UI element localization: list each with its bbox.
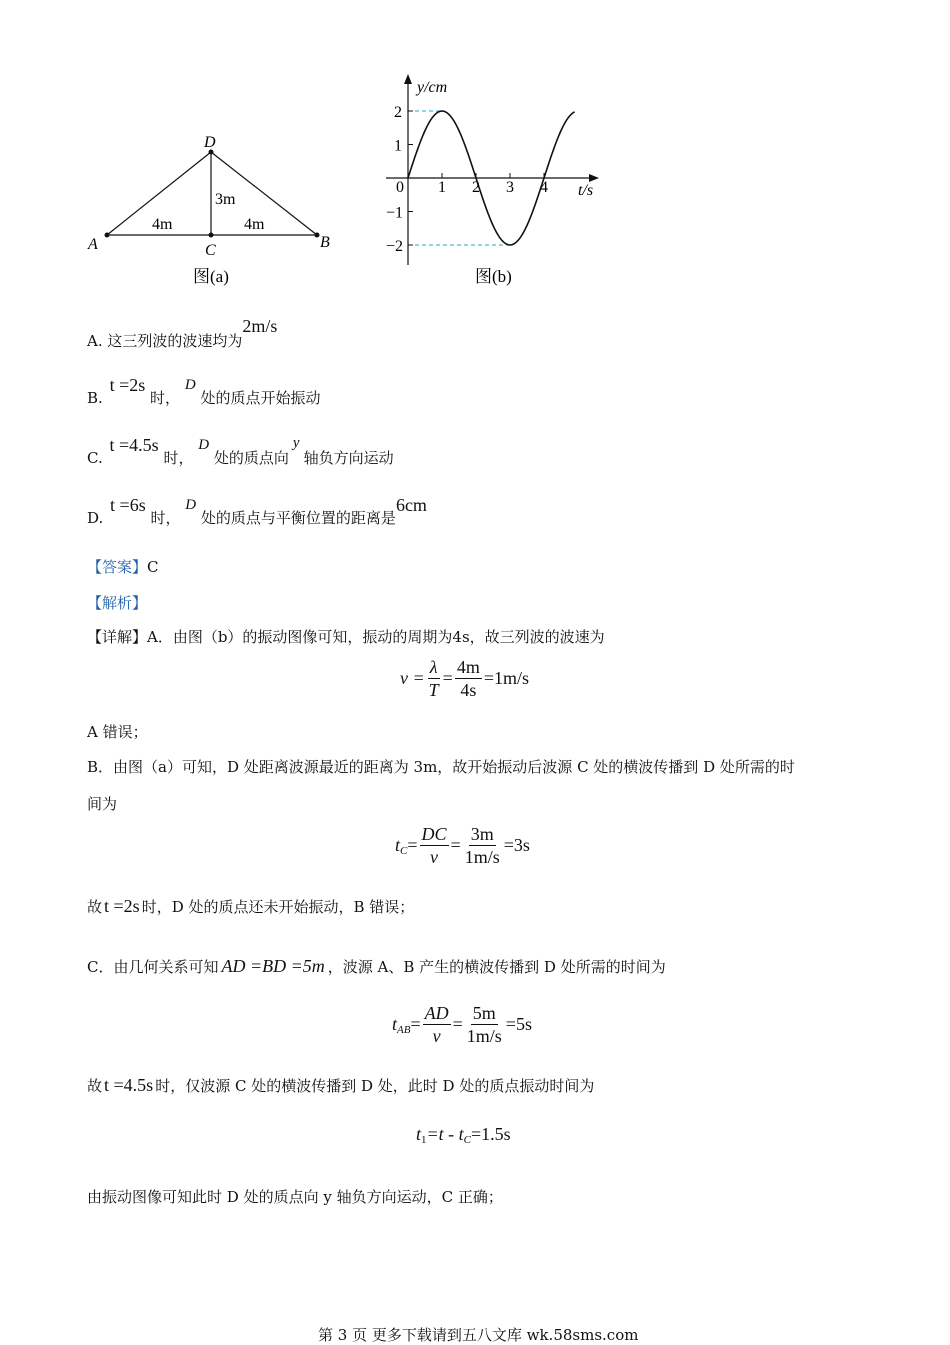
equation-2 [395, 823, 530, 868]
option-c-mid: 时， [163, 449, 194, 467]
option-a [87, 318, 277, 348]
option-a-text: A. 这三列波的波速均为 [87, 332, 243, 350]
c-result-post: 时，仅波源 C 处的横波传播到 D 处，此时 D 处的质点振动时间为 [155, 1077, 595, 1095]
eq2-n1: DC [421, 824, 447, 844]
eq2-eq: = [450, 835, 461, 855]
eq1-frac2 [455, 656, 482, 701]
analysis-label: 【解析】 [87, 594, 148, 612]
x-tick-label: 2 [472, 179, 480, 196]
detail-c-conclusion: 由振动图像可知此时 D 处的质点向 y 轴负方向运动，C 正确； [87, 1188, 503, 1206]
option-a-formula: 2m/s [242, 316, 278, 336]
caption-b: 图(b) [475, 267, 512, 286]
point-B [315, 233, 320, 238]
eq3-n1: AD [424, 1003, 449, 1023]
eq3-d1: v [432, 1026, 441, 1046]
x-axis-arrow [589, 174, 599, 182]
option-b [87, 375, 321, 407]
eq1-n2: 4m [456, 657, 480, 677]
option-d-var: D [185, 497, 197, 513]
eq1-d1: T [428, 680, 439, 700]
eq2-sub: C [400, 844, 408, 857]
equation-4 [416, 1124, 511, 1145]
option-d-value: 6cm [395, 495, 427, 515]
eq2-rhs: =3s [503, 835, 530, 855]
eq2-frac2 [463, 823, 502, 868]
x-axis-label: t/s [578, 182, 594, 199]
label-D: D [204, 134, 216, 151]
eq2-d1: v [430, 847, 439, 867]
eq1-rhs: =1m/s [483, 668, 529, 688]
eq3-eq0: = [410, 1014, 421, 1034]
detail-a-text: 【详解】A．由图（b）的振动图像可知，振动的周期为4s，故三列波的波速为 [87, 628, 605, 646]
option-d-label: D. [87, 509, 104, 527]
eq3-lhs: t [392, 1014, 398, 1034]
detail-b-text-2: 间为 [87, 795, 118, 813]
detail-c-text [87, 956, 666, 977]
equation-1 [400, 656, 529, 701]
eq3-frac1 [423, 1002, 451, 1047]
caption-a: 图(a) [193, 267, 229, 286]
c-text-formula: AD =BD =5m [221, 956, 325, 976]
option-d-mid: 时， [150, 509, 181, 527]
c-text-post: ，波源 A、B 产生的横波传播到 D 处所需的时间为 [327, 958, 666, 976]
eq3-n2: 5m [472, 1003, 496, 1023]
detail-a-wrong: A 错误； [87, 723, 148, 741]
c-text-pre: C．由几何关系可知 [87, 958, 219, 976]
answer-label: 【答案】 [87, 558, 148, 576]
eq2-n2: 3m [470, 824, 494, 844]
y-tick-label: −1 [386, 204, 404, 222]
option-c-label: C. [87, 449, 103, 467]
label-B: B [320, 234, 330, 251]
detail-c-result [87, 1075, 594, 1096]
eq2-frac1 [420, 823, 449, 868]
eq2-d2: 1m/s [464, 847, 500, 867]
option-d [87, 495, 427, 527]
option-d-formula: t =6s [110, 495, 146, 515]
c-result-pre: 故 [87, 1077, 103, 1095]
option-c-var: D [198, 437, 210, 453]
eq3-frac2 [465, 1002, 504, 1047]
eq1-n1: λ [429, 657, 438, 677]
length-DC: 3m [215, 191, 236, 208]
eq4-rhs: =1.5s [471, 1124, 511, 1144]
eq3-rhs: =5s [505, 1014, 532, 1034]
label-C: C [205, 242, 216, 259]
option-c [87, 435, 394, 467]
eq4-mid: =t - t [426, 1124, 464, 1144]
x-tick-label: 0 [396, 179, 404, 196]
eq2-eq0: = [407, 835, 418, 855]
eq2-lhs: t [395, 835, 401, 855]
option-b-suffix: 处的质点开始振动 [200, 389, 321, 407]
page-footer: 第 3 页 更多下载请到五八文库 wk.58sms.com [318, 1326, 639, 1344]
option-b-formula: t =2s [109, 375, 146, 395]
eq3-d2: 1m/s [466, 1026, 502, 1046]
option-b-label: B. [87, 389, 103, 407]
y-tick-label: 1 [394, 137, 402, 155]
detail-b-result [87, 896, 414, 917]
y-axis-label: y/cm [417, 79, 448, 96]
y-axis-arrow [404, 74, 412, 84]
option-c-formula: t =4.5s [109, 435, 159, 455]
option-b-var: D [184, 377, 196, 393]
eq4-subC: C [463, 1133, 472, 1146]
eq3-sub: AB [397, 1023, 411, 1036]
answer-line [87, 556, 159, 577]
eq3-eq: = [452, 1014, 463, 1034]
length-AC: 4m [152, 216, 173, 233]
eq1-lhs: v = [400, 668, 425, 688]
c-result-formula: t =4.5s [104, 1075, 154, 1095]
x-tick-label: 4 [540, 179, 548, 196]
detail-b-text-1: B．由图（a）可知，D 处距离波源最近的距离为 3m，故开始振动后波源 C 处的横波传播到 D 处所需的时 [87, 758, 795, 776]
point-C [209, 233, 214, 238]
x-tick-label: 1 [438, 179, 446, 196]
eq1-eq: = [442, 668, 453, 688]
point-A [105, 233, 110, 238]
eq4-sub1: 1 [421, 1133, 427, 1146]
equation-3 [392, 1002, 532, 1047]
label-A: A [88, 236, 98, 253]
figure-a [80, 125, 350, 290]
option-c-mid2: 处的质点向 [213, 449, 289, 467]
b-result-formula: t =2s [104, 896, 140, 916]
option-c-suffix: 轴负方向运动 [303, 449, 394, 467]
y-tick-label: −2 [386, 238, 404, 255]
eq4-t1: t [416, 1124, 422, 1144]
figure-b [370, 70, 610, 290]
x-tick-label: 3 [506, 179, 514, 196]
y-tick-label: 2 [394, 104, 402, 121]
b-result-post: 时，D 处的质点还未开始振动，B 错误； [141, 898, 415, 916]
eq1-d2: 4s [460, 680, 477, 700]
b-result-pre: 故 [87, 898, 103, 916]
option-d-suffix: 处的质点与平衡位置的距离是 [200, 509, 396, 527]
answer-value: C [147, 558, 159, 576]
option-b-mid: 时， [150, 389, 181, 407]
eq1-frac1 [427, 656, 441, 701]
length-CB: 4m [244, 216, 265, 233]
option-c-yvar: y [292, 435, 300, 451]
